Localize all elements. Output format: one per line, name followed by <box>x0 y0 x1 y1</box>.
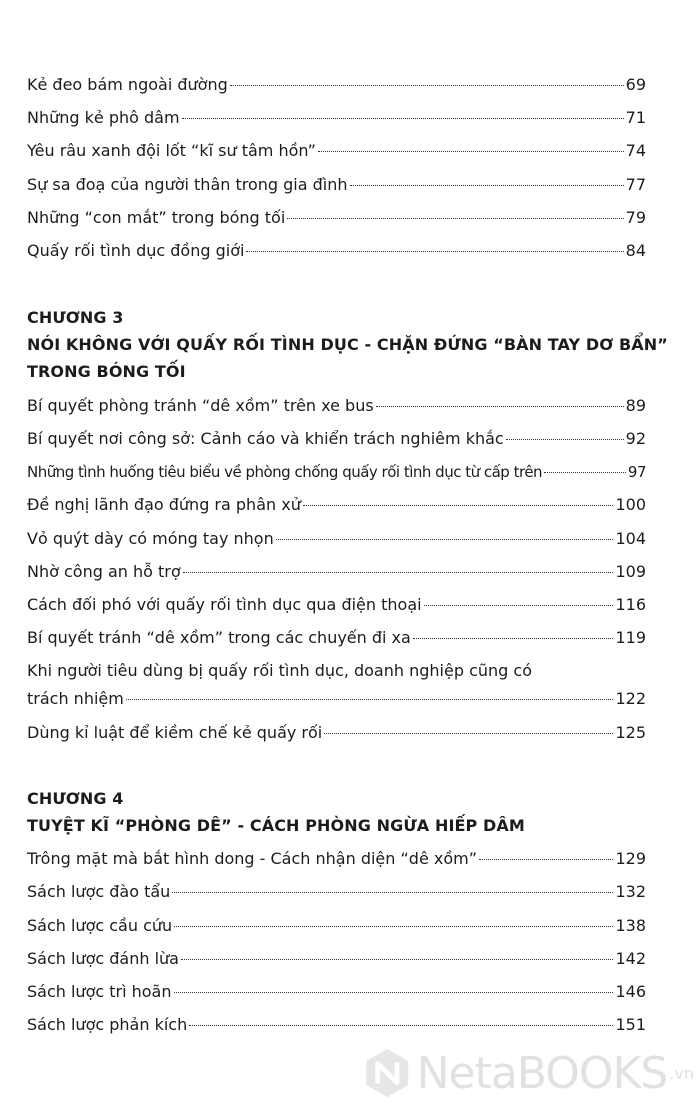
chapter-label: CHƯƠNG 3 <box>27 308 124 327</box>
toc-page-number: 79 <box>625 208 646 227</box>
dot-leader <box>174 992 614 993</box>
chapter-title-continued: TRONG BÓNG TỐI <box>27 362 186 381</box>
dot-leader <box>230 85 624 86</box>
toc-entry[interactable] <box>27 981 646 1003</box>
toc-page-number: 116 <box>615 595 646 614</box>
toc-page-number: 84 <box>625 241 646 260</box>
toc-entry-title-line2: trách nhiệm <box>27 689 124 708</box>
toc-entry[interactable] <box>27 848 646 870</box>
toc-entry[interactable] <box>27 240 646 262</box>
chapter-title: NÓI KHÔNG VỚI QUẤY RỐI TÌNH DỤC - CHẶN ĐỨNG “BÀN TAY DƠ BẨN” <box>27 335 668 354</box>
watermark <box>364 1038 694 1108</box>
dot-leader <box>287 218 623 219</box>
toc-entry-title: Bí quyết tránh “dê xồm” trong các chuyến đi xa <box>27 628 411 647</box>
toc-entry-title: Sách lược cầu cứu <box>27 916 173 935</box>
toc-page-number: 129 <box>615 849 646 868</box>
toc-entry-title: Sách lược trì hoãn <box>27 982 172 1001</box>
toc-page-number: 109 <box>615 562 646 581</box>
toc-entry[interactable] <box>27 1014 646 1036</box>
toc-page-number: 104 <box>615 529 646 548</box>
toc-page-number: 132 <box>615 882 646 901</box>
toc-entry[interactable] <box>27 528 646 550</box>
toc-entry-title: Vỏ quýt dày có móng tay nhọn <box>27 529 274 548</box>
toc-entry-title: Nhờ công an hỗ trợ <box>27 562 181 581</box>
watermark-brand: NetaBOOKS <box>416 1047 668 1099</box>
dot-leader <box>182 118 624 119</box>
toc-page-number: 125 <box>615 723 646 742</box>
toc-entry-title: Kẻ đeo bám ngoài đường <box>27 75 228 94</box>
toc-entry-title: Cách đối phó với quấy rối tình dục qua điện thoại <box>27 595 422 614</box>
dot-leader <box>318 151 624 152</box>
dot-leader <box>544 472 626 473</box>
toc-entry-title: Những kẻ phô dâm <box>27 108 180 127</box>
toc-entry[interactable] <box>27 881 646 903</box>
toc-page-number: 122 <box>615 689 646 708</box>
toc-entry[interactable] <box>27 594 646 616</box>
toc-entry-title: Bí quyết nơi công sở: Cảnh cáo và khiển trách nghiêm khắc <box>27 429 504 448</box>
dot-leader <box>126 699 614 700</box>
toc-page-number: 77 <box>625 175 646 194</box>
toc-entry[interactable] <box>27 428 646 450</box>
dot-leader <box>246 251 623 252</box>
toc-entry[interactable] <box>27 395 646 417</box>
toc-entry[interactable] <box>27 948 646 970</box>
toc-entry[interactable] <box>27 722 646 744</box>
toc-entry-title: Trông mặt mà bắt hình dong - Cách nhận diện “dê xồm” <box>27 849 477 868</box>
dot-leader <box>172 892 613 893</box>
chapter-label: CHƯƠNG 4 <box>27 789 124 808</box>
toc-page-number: 100 <box>615 495 646 514</box>
toc-entry-title: Bí quyết phòng tránh “dê xồm” trên xe bus <box>27 396 374 415</box>
toc-page-number: 69 <box>625 75 646 94</box>
toc-page-number: 89 <box>625 396 646 415</box>
toc-entry-title: Đề nghị lãnh đạo đứng ra phân xử <box>27 495 301 514</box>
toc-entry-title: Dùng kỉ luật để kiềm chế kẻ quấy rối <box>27 723 323 742</box>
toc-entry-title: Những “con mắt” trong bóng tối <box>27 208 286 227</box>
toc-entry[interactable] <box>27 74 646 96</box>
watermark-suffix: .vn <box>669 1063 694 1083</box>
toc-entry-title: Sách lược đào tẩu <box>27 882 171 901</box>
dot-leader <box>189 1025 613 1026</box>
dot-leader <box>183 572 614 573</box>
dot-leader <box>181 959 613 960</box>
dot-leader <box>324 733 613 734</box>
chapter-title: TUYỆT KĨ “PHÒNG DÊ” - CÁCH PHÒNG NGỪA HIẾP DÂM <box>27 816 525 835</box>
toc-page-number: 97 <box>627 463 646 481</box>
toc-entry-title: Những tình huống tiêu biểu về phòng chống quấy rối tình dục từ cấp trên <box>27 463 543 481</box>
toc-page-number: 142 <box>615 949 646 968</box>
toc-entry-title: Quấy rối tình dục đồng giới <box>27 241 245 260</box>
dot-leader <box>303 505 614 506</box>
toc-entry[interactable] <box>27 461 646 483</box>
toc-entry[interactable] <box>27 688 646 710</box>
toc-page-number: 92 <box>625 429 646 448</box>
dot-leader <box>424 605 614 606</box>
toc-page-number: 151 <box>615 1015 646 1034</box>
toc-entry[interactable] <box>27 174 646 196</box>
dot-leader <box>350 185 624 186</box>
dot-leader <box>506 439 624 440</box>
toc-entry[interactable] <box>27 915 646 937</box>
toc-page-number: 138 <box>615 916 646 935</box>
toc-entry-title: Yêu râu xanh đội lốt “kĩ sư tâm hồn” <box>27 141 316 160</box>
toc-entry[interactable] <box>27 627 646 649</box>
toc-entry-title: Sự sa đoạ của người thân trong gia đình <box>27 175 348 194</box>
toc-page-number: 146 <box>615 982 646 1001</box>
dot-leader <box>479 859 613 860</box>
toc-page-number: 74 <box>625 141 646 160</box>
toc-page-number: 71 <box>625 108 646 127</box>
dot-leader <box>413 638 614 639</box>
dot-leader <box>276 539 614 540</box>
dot-leader <box>174 926 613 927</box>
toc-entry-title: Sách lược đánh lừa <box>27 949 179 968</box>
toc-entry[interactable] <box>27 107 646 129</box>
n-logo-icon <box>364 1041 411 1105</box>
toc-entry-title: Sách lược phản kích <box>27 1015 188 1034</box>
toc-entry[interactable] <box>27 494 646 516</box>
toc-entry[interactable] <box>27 207 646 229</box>
toc-entry[interactable] <box>27 140 646 162</box>
toc-page-number: 119 <box>615 628 646 647</box>
toc-entry[interactable] <box>27 561 646 583</box>
dot-leader <box>376 406 624 407</box>
toc-entry-title-line1[interactable]: Khi người tiêu dùng bị quấy rối tình dục, doanh nghiệp cũng có <box>27 661 532 680</box>
